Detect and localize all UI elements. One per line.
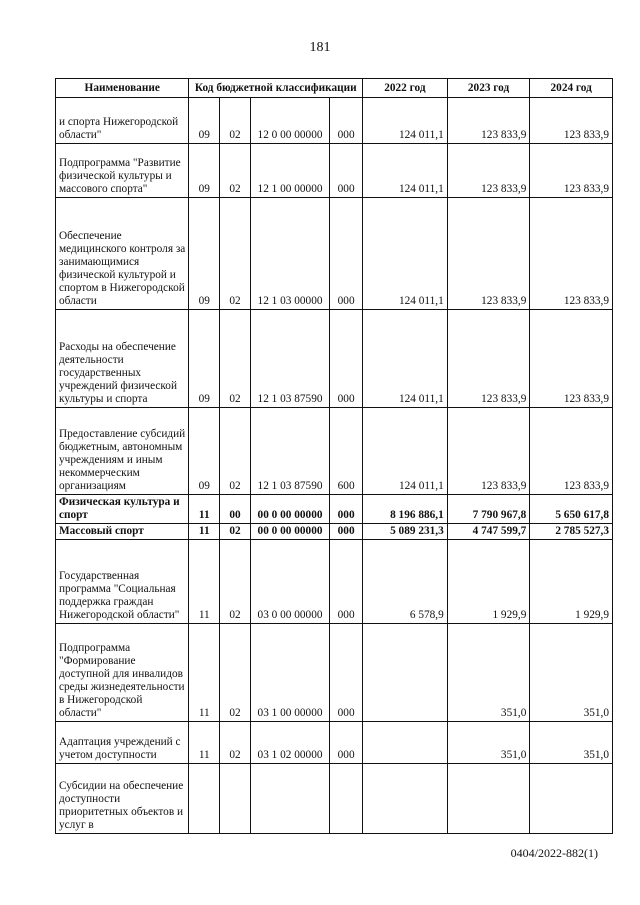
code-program: 00 0 00 00000	[250, 524, 329, 540]
code-section: 02	[220, 144, 251, 198]
code-section: 00	[220, 495, 251, 524]
code-section: 02	[220, 524, 251, 540]
code-chapter: 11	[189, 540, 220, 624]
code-program: 03 0 00 00000	[250, 540, 329, 624]
value-2024: 5 650 617,8	[530, 495, 613, 524]
code-chapter	[189, 764, 220, 834]
value-2023: 123 833,9	[447, 198, 530, 310]
code-program: 12 1 03 00000	[250, 198, 329, 310]
code-program: 03 1 02 00000	[250, 722, 329, 764]
table-row	[56, 624, 613, 722]
value-2024: 1 929,9	[530, 540, 613, 624]
code-expense-type: 000	[330, 198, 363, 310]
code-expense-type: 000	[330, 722, 363, 764]
value-2023: 4 747 599,7	[447, 524, 530, 540]
value-2022	[363, 624, 448, 722]
value-2023: 123 833,9	[447, 310, 530, 408]
table-row	[56, 98, 613, 144]
row-name: Субсидии на обеспечение доступности приоритетных объектов и услуг в	[56, 764, 189, 834]
code-expense-type	[330, 764, 363, 834]
table-row	[56, 144, 613, 198]
value-2024: 123 833,9	[530, 198, 613, 310]
value-2022: 124 011,1	[363, 310, 448, 408]
table-row	[56, 722, 613, 764]
value-2023: 123 833,9	[447, 408, 530, 495]
code-section: 02	[220, 408, 251, 495]
header-2022: 2022 год	[363, 79, 448, 98]
value-2024: 351,0	[530, 624, 613, 722]
code-section	[220, 764, 251, 834]
value-2024: 351,0	[530, 722, 613, 764]
code-expense-type: 000	[330, 624, 363, 722]
code-section: 02	[220, 624, 251, 722]
row-name: Подпрограмма "Формирование доступной для инвалидов среды жизнедеятельности в Нижегородской области"	[56, 624, 189, 722]
code-program: 12 1 03 87590	[250, 310, 329, 408]
row-name: Обеспечение медицинского контроля за занимающимися физической культурой и спортом в Нижегородской области	[56, 198, 189, 310]
code-section: 02	[220, 540, 251, 624]
code-program: 12 1 00 00000	[250, 144, 329, 198]
row-name: Адаптация учреждений с учетом доступности	[56, 722, 189, 764]
table-row	[56, 540, 613, 624]
value-2022: 8 196 886,1	[363, 495, 448, 524]
value-2023: 123 833,9	[447, 98, 530, 144]
code-chapter: 09	[189, 98, 220, 144]
row-name: Государственная программа "Социальная поддержка граждан Нижегородской области"	[56, 540, 189, 624]
table-row	[56, 524, 613, 540]
value-2022	[363, 722, 448, 764]
value-2023: 351,0	[447, 624, 530, 722]
code-chapter: 09	[189, 198, 220, 310]
code-expense-type: 000	[330, 540, 363, 624]
value-2022: 6 578,9	[363, 540, 448, 624]
row-name: Подпрограмма "Развитие физической культуры и массового спорта"	[56, 144, 189, 198]
table-row	[56, 408, 613, 495]
table-row	[56, 310, 613, 408]
code-chapter: 09	[189, 408, 220, 495]
code-expense-type: 000	[330, 144, 363, 198]
value-2022: 124 011,1	[363, 198, 448, 310]
page-number: 181	[309, 40, 331, 55]
value-2024: 2 785 527,3	[530, 524, 613, 540]
table-row	[56, 198, 613, 310]
value-2024: 123 833,9	[530, 408, 613, 495]
code-chapter: 11	[189, 722, 220, 764]
value-2023: 1 929,9	[447, 540, 530, 624]
row-name: Расходы на обеспечение деятельности государственных учреждений физической культуры и спорта	[56, 310, 189, 408]
value-2023: 7 790 967,8	[447, 495, 530, 524]
value-2022: 124 011,1	[363, 98, 448, 144]
value-2023: 123 833,9	[447, 144, 530, 198]
code-expense-type: 600	[330, 408, 363, 495]
row-name: Физическая культура и спорт	[56, 495, 189, 524]
code-program: 03 1 00 00000	[250, 624, 329, 722]
header-budget-code: Код бюджетной классификации	[189, 79, 363, 98]
table-row	[56, 764, 613, 834]
row-name: Массовый спорт	[56, 524, 189, 540]
code-chapter: 11	[189, 495, 220, 524]
code-expense-type: 000	[330, 310, 363, 408]
table-header-row	[56, 79, 613, 98]
code-program: 00 0 00 00000	[250, 495, 329, 524]
code-chapter: 11	[189, 624, 220, 722]
row-name: Предоставление субсидий бюджетным, автономным учреждениям и иным некоммерческим организациям	[56, 408, 189, 495]
code-section: 02	[220, 310, 251, 408]
code-program: 12 1 03 87590	[250, 408, 329, 495]
code-program	[250, 764, 329, 834]
code-section: 02	[220, 98, 251, 144]
value-2022	[363, 764, 448, 834]
header-name: Наименование	[56, 79, 189, 98]
document-code: 0404/2022-882(1)	[510, 846, 598, 860]
code-section: 02	[220, 722, 251, 764]
value-2022: 124 011,1	[363, 408, 448, 495]
code-chapter: 11	[189, 524, 220, 540]
value-2023	[447, 764, 530, 834]
value-2024: 123 833,9	[530, 144, 613, 198]
value-2024	[530, 764, 613, 834]
budget-table	[55, 78, 613, 834]
value-2022: 124 011,1	[363, 144, 448, 198]
code-program: 12 0 00 00000	[250, 98, 329, 144]
row-name: и спорта Нижегородской области"	[56, 98, 189, 144]
value-2024: 123 833,9	[530, 98, 613, 144]
header-2024: 2024 год	[530, 79, 613, 98]
code-chapter: 09	[189, 144, 220, 198]
value-2024: 123 833,9	[530, 310, 613, 408]
code-chapter: 09	[189, 310, 220, 408]
code-section: 02	[220, 198, 251, 310]
header-2023: 2023 год	[447, 79, 530, 98]
value-2022: 5 089 231,3	[363, 524, 448, 540]
code-expense-type: 000	[330, 98, 363, 144]
code-expense-type: 000	[330, 495, 363, 524]
table-row	[56, 495, 613, 524]
code-expense-type: 000	[330, 524, 363, 540]
value-2023: 351,0	[447, 722, 530, 764]
